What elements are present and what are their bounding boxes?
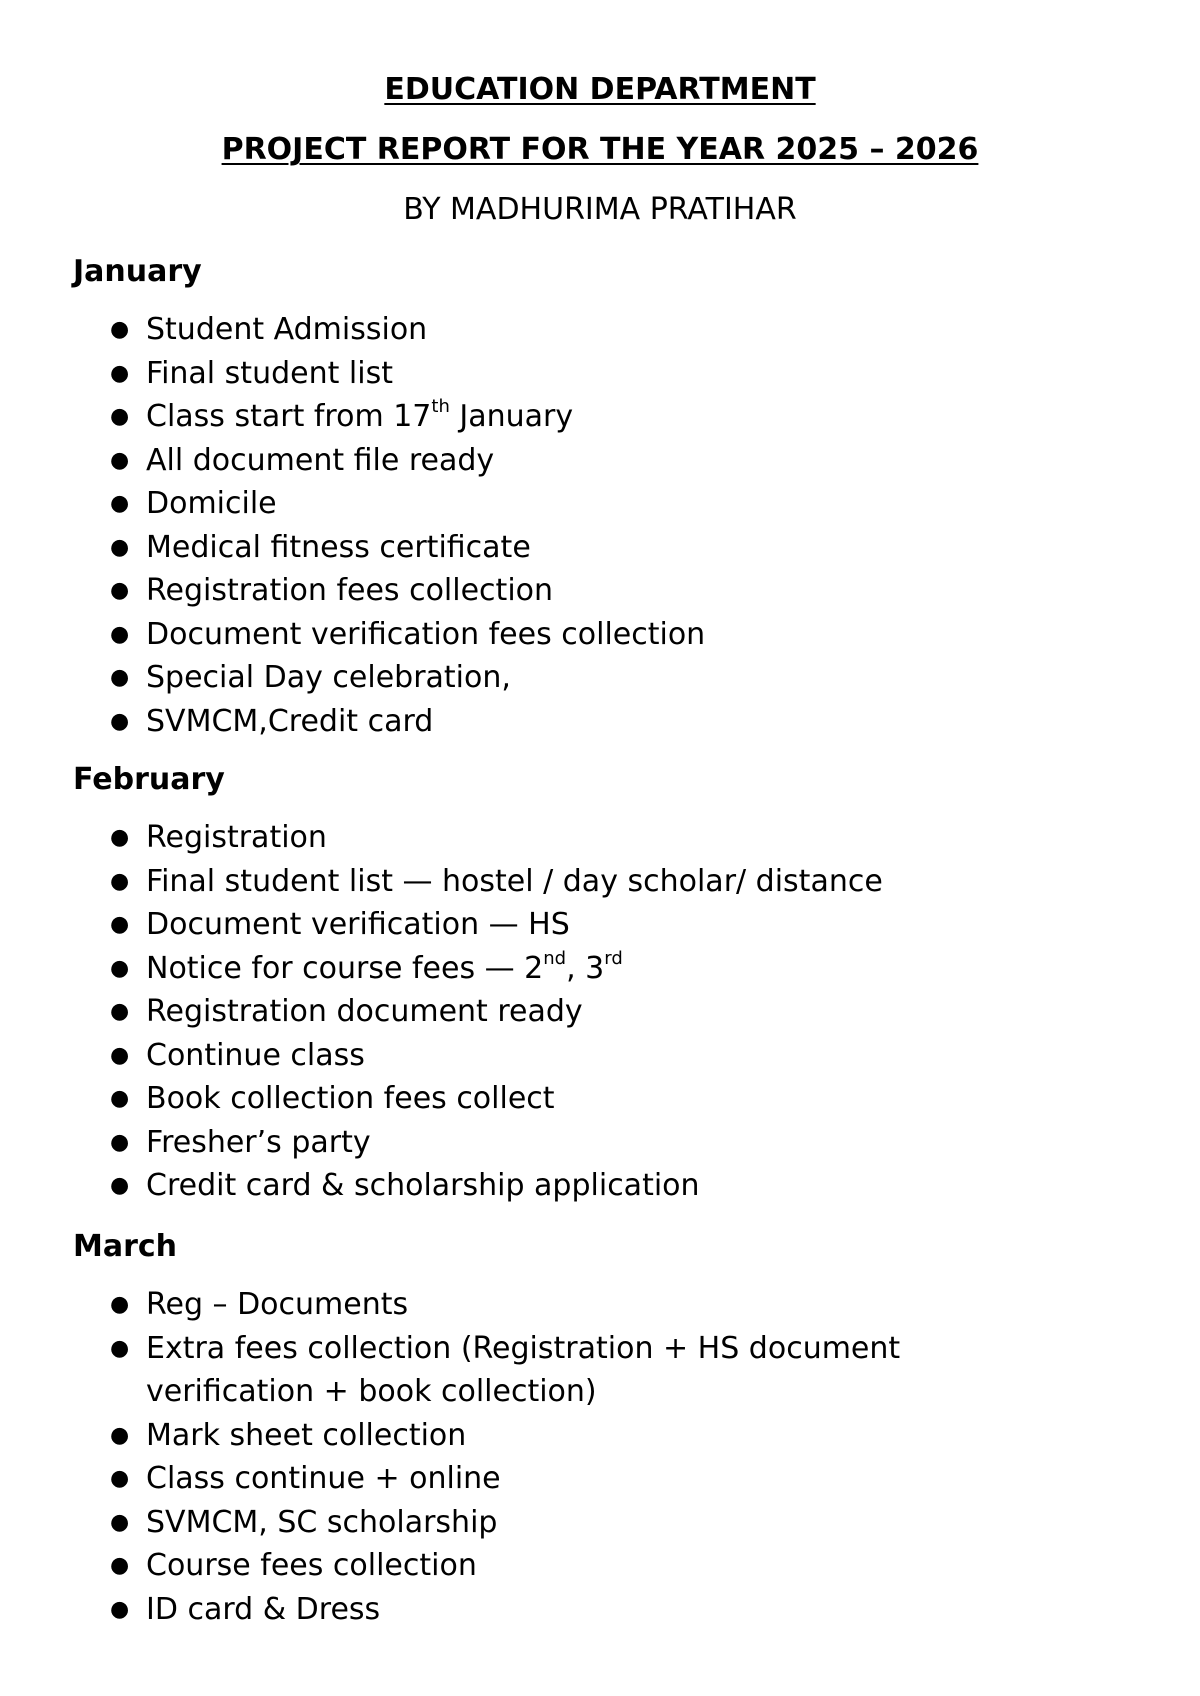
bullet-icon: ● — [110, 955, 130, 981]
list-item: ● Medical fitness certificate — [73, 526, 1133, 570]
list-item: ● SVMCM,Credit card — [73, 700, 1133, 744]
bullet-icon: ● — [110, 1553, 130, 1578]
bullet-icon: ● — [110, 1509, 130, 1535]
bullet-icon: ● — [110, 534, 130, 560]
list-item: ● Extra fees collection (Registration + HS document verification + book collection) — [73, 1327, 1046, 1414]
bullet-icon: ● — [110, 360, 130, 386]
bullet-icon: ● — [110, 999, 130, 1024]
section-heading: February — [73, 762, 225, 797]
section-february — [73, 762, 1133, 1208]
author-line: BY MADHURIMA PRATIHAR — [403, 192, 797, 227]
bullet-icon: ● — [110, 1129, 130, 1155]
list-item: ● Mark sheet collection — [73, 1414, 1133, 1458]
list-item: ● Registration — [73, 816, 1133, 860]
bullet-list — [73, 308, 1133, 743]
bullet-icon: ● — [110, 1335, 130, 1361]
bullet-icon: ● — [110, 912, 130, 937]
section-heading: January — [73, 254, 202, 289]
section-march — [73, 1229, 1133, 1631]
bullet-icon: ● — [110, 447, 130, 473]
list-item: ● ID card & Dress — [73, 1588, 1133, 1632]
list-item: ● SVMCM, SC scholarship — [73, 1501, 1133, 1545]
bullet-icon: ● — [110, 1086, 130, 1111]
list-item: ● Document verification fees collection — [73, 613, 1133, 657]
bullet-icon: ● — [110, 825, 130, 850]
list-item: ● Credit card & scholarship application — [73, 1164, 1133, 1208]
bullet-icon: ● — [110, 491, 130, 516]
list-item: ● Special Day celebration, — [73, 656, 1133, 700]
bullet-icon: ● — [110, 621, 130, 647]
section-heading: March — [73, 1229, 178, 1264]
bullet-icon: ● — [110, 317, 130, 342]
list-item: ● Course fees collection — [73, 1544, 1133, 1588]
bullet-icon: ● — [110, 1042, 130, 1068]
list-item: ● Fresher’s party — [73, 1121, 1133, 1165]
list-item: ● Book collection fees collect — [73, 1077, 1133, 1121]
bullet-icon: ● — [110, 665, 130, 690]
list-item: ● Reg – Documents — [73, 1283, 1133, 1327]
bullet-icon: ● — [110, 868, 130, 894]
report-title: PROJECT REPORT FOR THE YEAR 2025 – 2026 — [221, 132, 979, 167]
list-item: ● Final student list — hostel / day scholar/ distance — [73, 860, 1133, 904]
list-item: ● Registration document ready — [73, 990, 1133, 1034]
list-item: ● Document verification — HS — [73, 903, 1133, 947]
list-item: ● Notice for course fees — 2nd, 3rd — [73, 947, 1133, 991]
list-item: ● Class start from 17th January — [73, 395, 1133, 439]
list-item: ● Continue class — [73, 1034, 1133, 1078]
bullet-icon: ● — [110, 1173, 130, 1198]
list-item: ● Domicile — [73, 482, 1133, 526]
section-january — [73, 254, 1133, 743]
bullet-icon: ● — [110, 1292, 130, 1317]
list-item: ● Final student list — [73, 352, 1133, 396]
bullet-icon: ● — [110, 1466, 130, 1491]
list-item: ● Student Admission — [73, 308, 1133, 352]
bullet-icon: ● — [110, 1422, 130, 1448]
list-item: ● All document file ready — [73, 439, 1133, 483]
bullet-list — [73, 1283, 1133, 1631]
bullet-icon: ● — [110, 1596, 130, 1622]
bullet-icon: ● — [110, 708, 130, 734]
bullet-list — [73, 816, 1133, 1208]
list-item: ● Registration fees collection — [73, 569, 1133, 613]
list-item: ● Class continue + online — [73, 1457, 1133, 1501]
bullet-icon: ● — [110, 578, 130, 603]
bullet-icon: ● — [110, 404, 130, 429]
department-title: EDUCATION DEPARTMENT — [384, 72, 816, 107]
